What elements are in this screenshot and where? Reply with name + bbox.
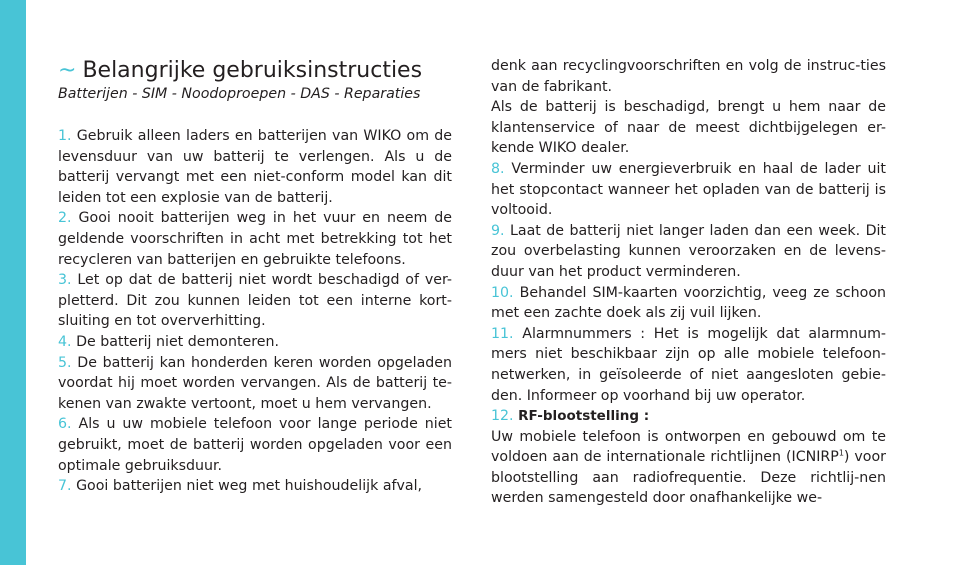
instruction-1 [58,126,452,208]
item-text: De batterij niet demonteren. [76,333,280,350]
item-text: Gooi nooit batterijen weg in het vuur en neem de geldende voorschriften in acht met betrekking tot het recycleren van batterijen en gebruikte telefoons. [58,210,452,268]
page-subtitle: Batterijen - SIM - Noodoproepen - DAS - Reparaties [58,86,421,102]
item-text: Als u uw mobiele telefoon voor lange periode niet gebruikt, moet de batterij worden opgeladen voor een optimale gebruiksduur. [58,416,452,474]
instruction-5 [58,353,452,415]
instruction-9 [491,221,886,283]
item-number: 6. [58,416,72,433]
damaged-battery-note: Als de batterij is beschadigd, brengt u hem naar de klantenservice of naar de meest dichtbijgelegen er-kende WIKO dealer. [491,99,886,157]
item-number: 4. [58,333,72,350]
instruction-12-heading [491,406,886,427]
item-number: 11. [491,325,514,342]
instruction-12-body [491,427,886,509]
rf-exposure-label: RF-blootstelling : [518,408,650,425]
item-text: Behandel SIM-kaarten voorzichtig, veeg ze schoon met een zachte doek als zij vuil lijken. [491,284,887,322]
item-text: Let op dat de batterij niet wordt beschadigd of ver-pletterd. Dit zou kunnen leiden tot een interne kort-sluiting en tot oververhitting. [58,272,452,330]
instruction-10 [491,283,886,324]
instruction-6 [58,414,452,476]
item-number: 1. [58,128,72,144]
item-text: Gebruik alleen laders en batterijen van WIKO om de levensduur van uw batterij te verlengen. Als u de batterij vervangt met een niet-conform model kan dit leiden tot een explosie van de batterij. [58,128,452,206]
page-title [58,58,452,84]
item-number: 8. [491,160,505,177]
item-number: 2. [58,210,72,227]
right-column [491,56,886,509]
item-text: Verminder uw energieverbruik en haal de lader uit het stopcontact wanneer het opladen van de batterij is voltooid. [491,160,886,219]
rf-text-before: Uw mobiele telefoon is ontworpen en gebouwd om te voldoen aan de internationale richtlijnen (ICNIRP [491,428,886,466]
rf-text-after: ) voor blootstelling aan radiofrequentie. Deze richtlij-nen werden samengesteld door onafhankelijke we- [491,449,886,507]
instruction-4 [58,332,452,353]
side-accent-band [0,0,26,565]
item-text: Alarmnummers : Het is mogelijk dat alarmnum-mers niet beschikbaar zijn op alle mobiele telefoon-netwerken, in geïsoleerde of niet aangesloten gebie-den. Informeer op voorhand bij uw operator. [491,325,887,404]
item-text: Laat de batterij niet langer laden dan een week. Dit zou overbelasting kunnen veroorzaken en de levens-duur van het product verminderen. [491,222,886,280]
instruction-3 [58,270,452,332]
item-number: 3. [58,272,72,289]
item-text: Gooi batterijen niet weg met huishoudelijk afval, [76,478,423,495]
instruction-2 [58,208,452,270]
item-number: 7. [58,478,72,495]
instruction-7-continued: denk aan recyclingvoorschriften en volg de instruc-ties van de fabrikant. [491,58,886,95]
footnote-marker: 1 [838,448,844,458]
title-tilde: ~ [58,58,77,83]
item-number: 9. [491,222,505,239]
title-text: Belangrijke gebruiksinstructies [82,58,423,83]
left-column [58,0,452,497]
item-number: 10. [491,284,514,301]
instruction-8 [491,159,886,221]
instruction-11 [491,324,886,406]
instruction-7 [58,476,452,497]
item-number: 5. [58,354,72,371]
item-number: 12. [491,408,514,425]
item-text: De batterij kan honderden keren worden opgeladen voordat hij moet worden vervangen. Als de batterij te-kenen van zwakte vertoont, moet u hem vervangen. [58,354,452,412]
